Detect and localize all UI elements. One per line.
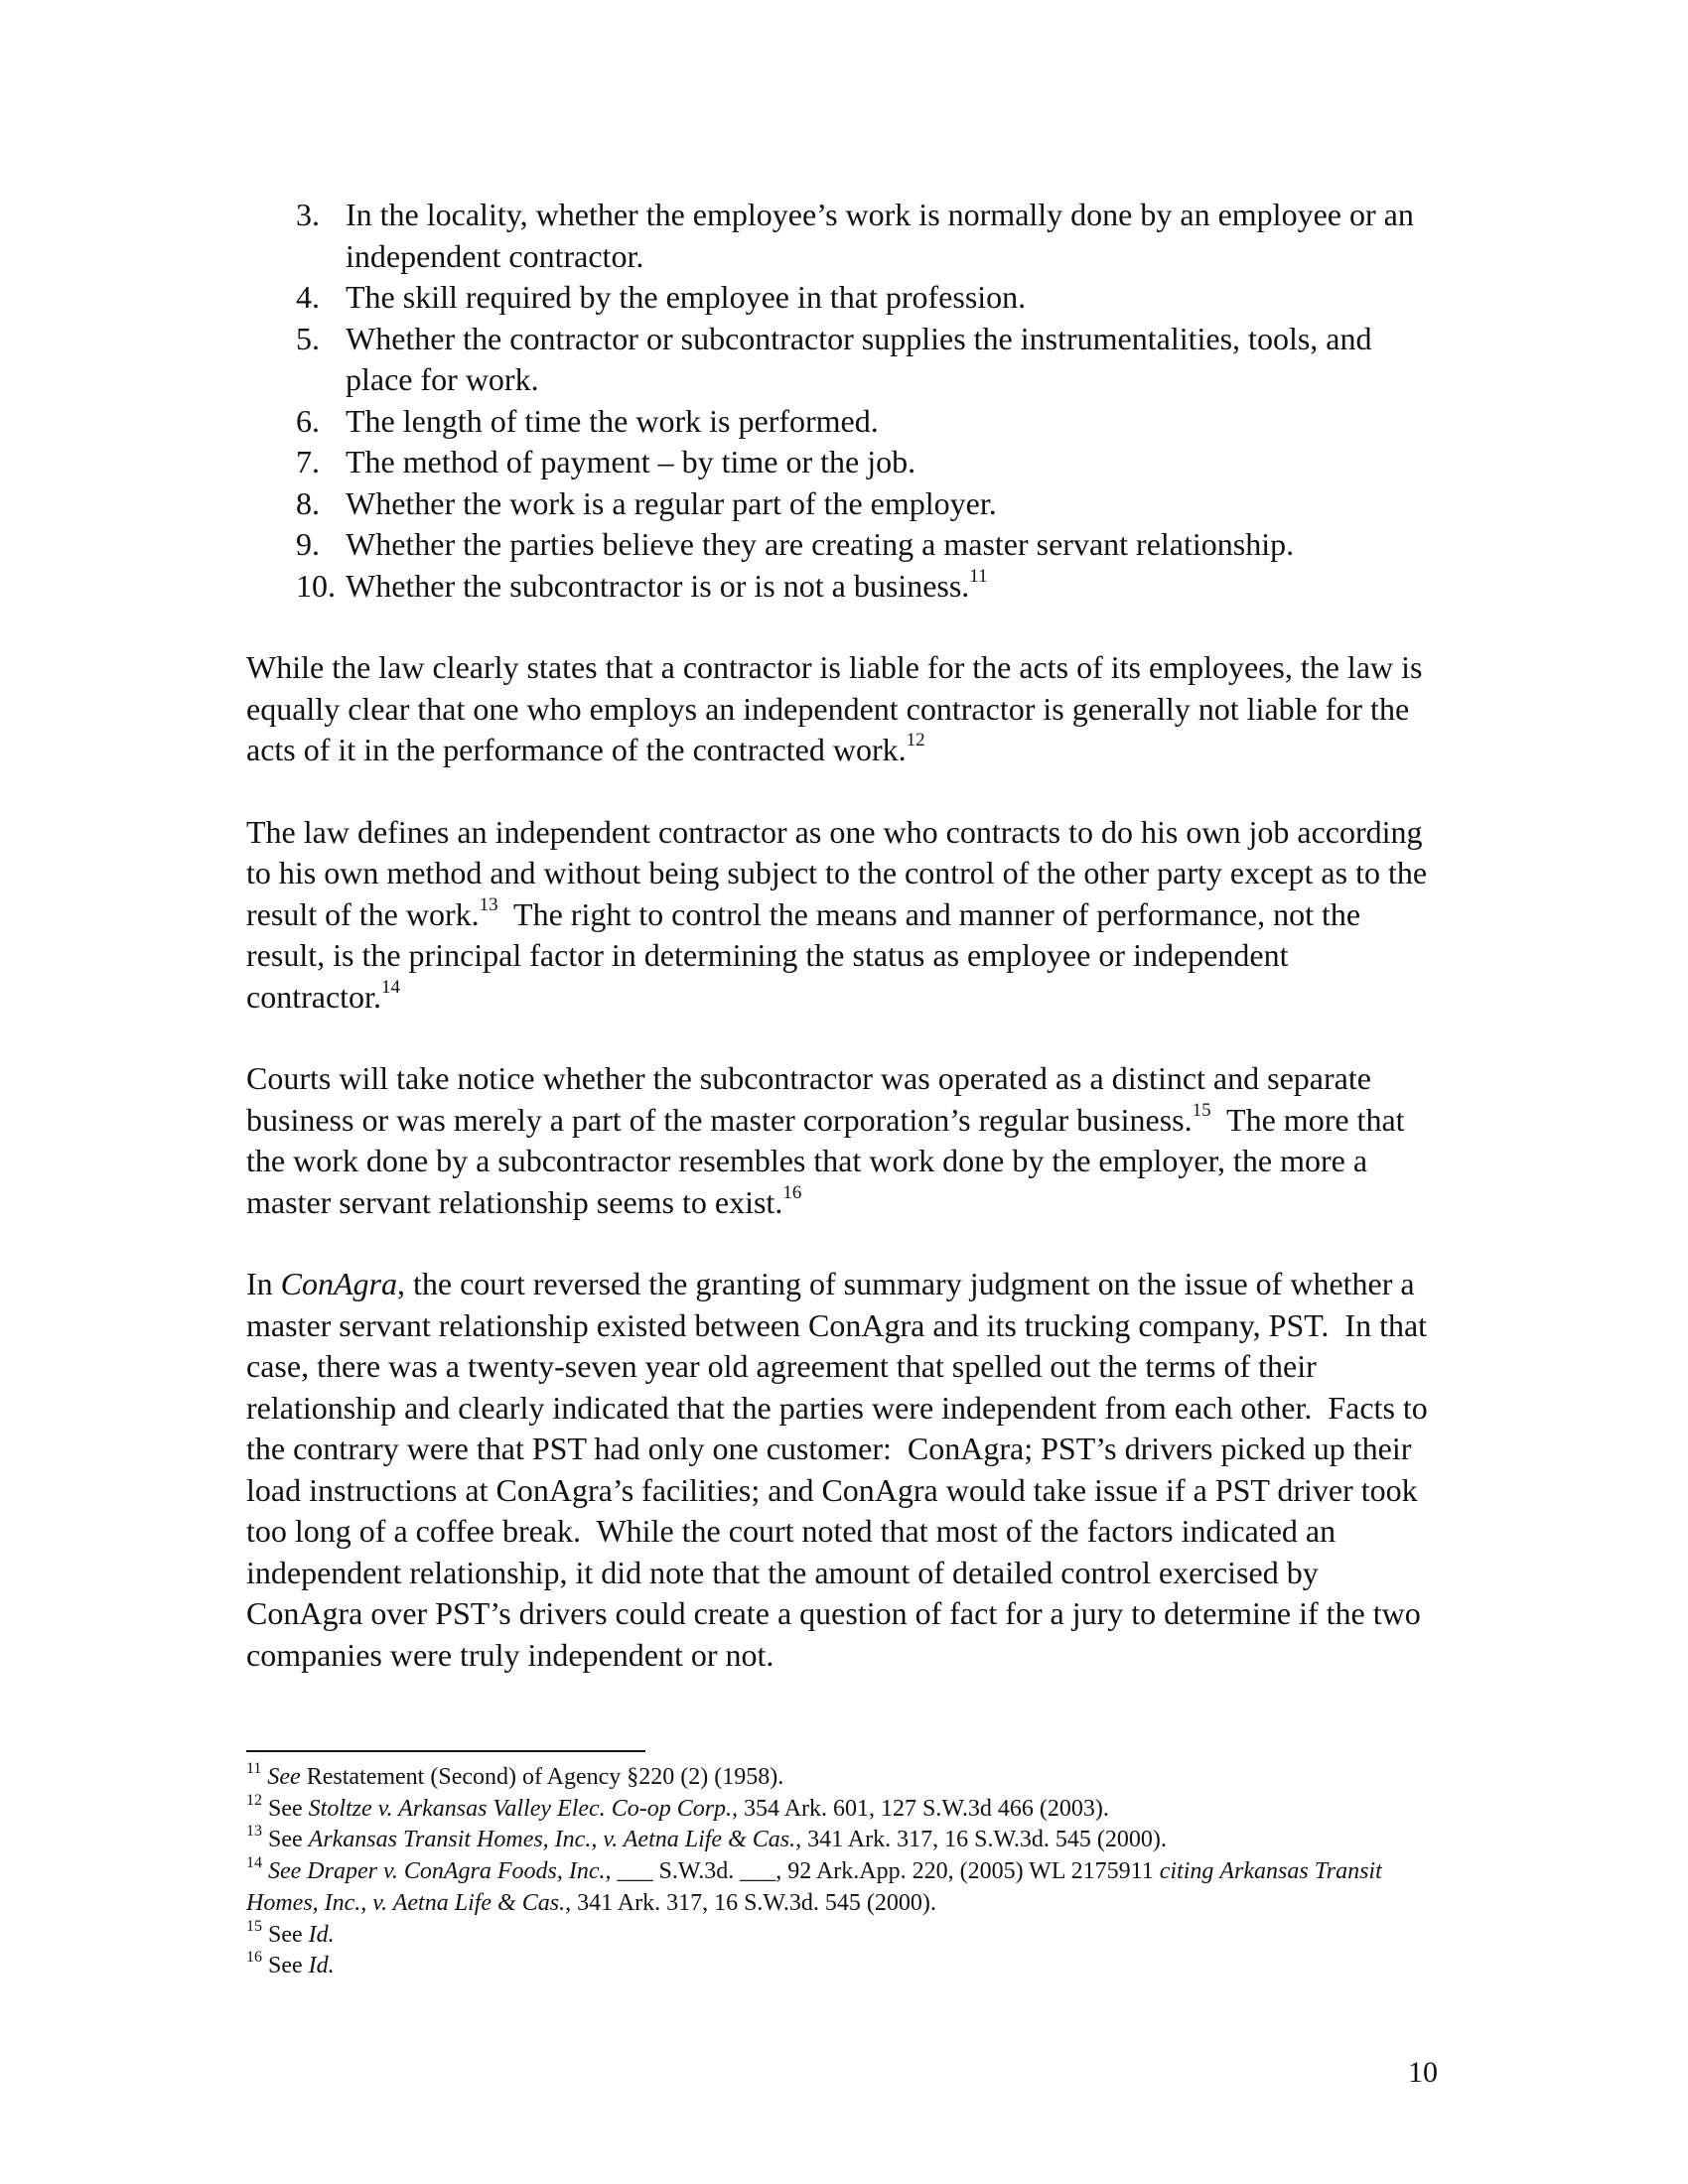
footnotes [246, 1762, 1438, 1982]
footnote-13: $^{13}$ See Arkansas Transit Homes, Inc., v. Aetna Life & Cas., 341 Ark. 317, 16 S.W.3d. 545 (2000). [246, 1823, 1167, 1853]
footnote-ref[interactable]: 12 [906, 730, 925, 751]
footnote-ref[interactable]: 15 [1192, 1099, 1211, 1121]
footnote-11: $^{11}$ See Restatement (Second) of Agency §220 (2) (1958). [246, 1760, 784, 1790]
paragraph-liability: While the law clearly states that a contractor is liable for the acts of its employees, the law is equally clear that one who employs an independent contractor is generally not liable for the acts of it in the performance of the contracted work.$^{12}$ [246, 649, 1423, 767]
list-item: 6. The length of time the work is performed. [296, 402, 879, 439]
footnote-ref[interactable]: 13 [479, 893, 498, 915]
list-item: 10. Whether the subcontractor is or is not a business.$^{11}$ [296, 565, 988, 604]
footnote-divider [246, 1750, 645, 1752]
list-item: 3. In the locality, whether the employee’s work is normally done by an employee or an independent contractor. [296, 197, 1414, 274]
list-item: 4. The skill required by the employee in that profession. [296, 279, 1027, 315]
factor-list [246, 195, 1438, 607]
footnote-ref[interactable]: 11 [969, 565, 988, 587]
list-item: 7. The method of payment – by time or the job. [296, 444, 916, 479]
paragraph-conagra: In ConAgra, the court reversed the granting of summary judgment on the issue of whether a master servant relationship existed between ConAgra and its trucking company, PST. In that case, there was a twenty-seven year old agreement that spelled out the terms of their relationship and clearly indicated that the parties were independent from each other. Facts to the contrary were that PST had only one customer: ConAgra; PST’s drivers picked up their load instructions at ConAgra’s facilities; and ConAgra would take issue if a PST driver took too long of a coffee break. While the court noted that most of the factors indicated an independent relationship, it did note that the amount of detailed control exercised by ConAgra over PST’s drivers could create a question of fact for a jury to determine if the two companies were truly independent or not. [246, 1266, 1436, 1673]
list-item: 9. Whether the parties believe they are creating a master servant relationship. [296, 526, 1295, 562]
body-text [246, 195, 1438, 1676]
footnote-ref[interactable]: 16 [782, 1181, 802, 1203]
list-item: 8. Whether the work is a regular part of the employer. [296, 484, 997, 521]
footnote-15: $^{15}$ See Id. [246, 1917, 335, 1948]
footnote-16: $^{16}$ See Id. [246, 1949, 335, 1979]
paragraph-courts: Courts will take notice whether the subcontractor was operated as a distinct and separate business or was merely a part of the master corporation’s regular business.$^{15}$ The more that the work done by a subcontractor resembles that work done by the employer, the more a master servant relationship seems to exist.$^{16}$ [246, 1060, 1413, 1220]
footnote-14: $^{14}$ See Draper v. ConAgra Foods, Inc., ___ S.W.3d. ___, 92 Ark.App. 220, (2005) WL 2175911 citing Arkansas Transit Homes, Inc., v. Aetna Life & Cas., 341 Ark. 317, 16 S.W.3d. 545 (2000). [246, 1854, 1382, 1916]
case-name: ConAgra [280, 1266, 397, 1301]
page-number: 10 [1408, 2056, 1438, 2089]
footnote-ref[interactable]: 14 [380, 976, 400, 998]
list-item: 5. Whether the contractor or subcontractor supplies the instrumentalities, tools, and place for work. [296, 320, 1372, 397]
paragraph-definition: The law defines an independent contractor as one who contracts to do his own job according to his own method and without being subject to the control of the other party except as to the result of the work.$^{13}$ The right to control the means and manner of performance, not the result, is the principal factor in determining the status as employee or independent contractor.$^{14}$ [246, 813, 1428, 1015]
footnote-12: $^{12}$ See Stoltze v. Arkansas Valley Elec. Co-op Corp., 354 Ark. 601, 127 S.W.3d 466 (2003). [246, 1791, 1109, 1822]
